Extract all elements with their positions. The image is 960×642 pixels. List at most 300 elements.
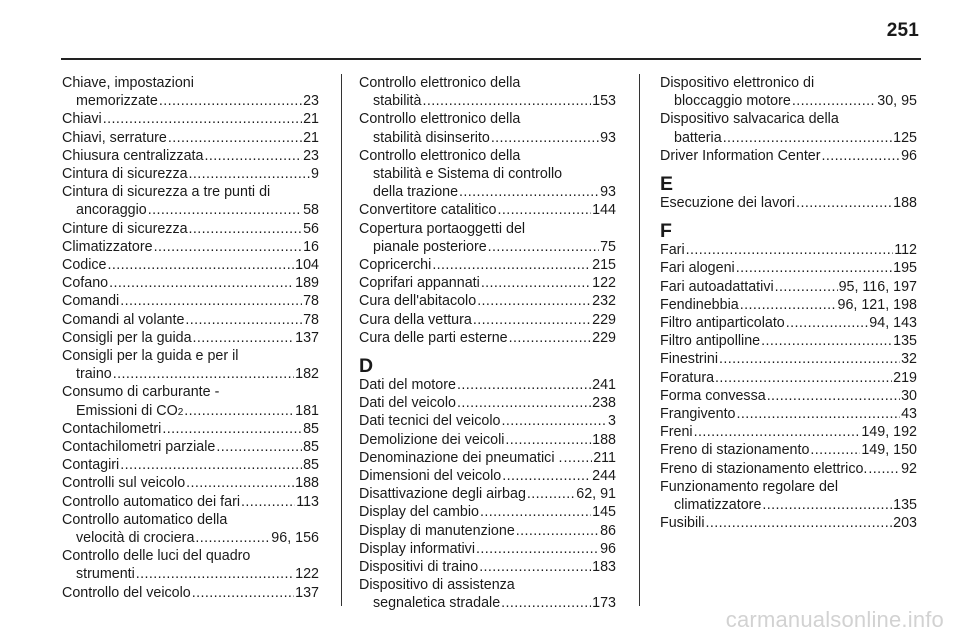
entry-line <box>359 201 616 219</box>
index-entry <box>62 511 319 547</box>
entry-page: 219 <box>893 369 917 386</box>
index-entry <box>62 129 319 147</box>
dot-leader <box>186 474 294 492</box>
index-entry <box>62 183 319 219</box>
entry-line <box>359 183 616 201</box>
entry-page: 16 <box>303 238 319 255</box>
entry-line <box>62 165 319 183</box>
entry-page: 3 <box>608 413 616 430</box>
entry-term: Controllo automatico della <box>62 511 228 528</box>
dot-leader <box>185 311 302 329</box>
entry-term: Denominazione dei pneumatici . <box>359 449 563 466</box>
dot-leader <box>457 394 591 412</box>
entry-term: velocità di crociera <box>76 530 195 547</box>
entry-term: Comandi al volante <box>62 311 185 328</box>
entry-page: 238 <box>592 395 616 412</box>
entry-term: Fendinebbia <box>660 296 739 313</box>
entry-line <box>62 565 319 583</box>
entry-line <box>62 129 319 147</box>
dot-leader <box>457 376 591 394</box>
dot-leader <box>216 438 302 456</box>
entry-term: Dispositivo elettronico di <box>660 75 815 91</box>
entry-line <box>359 274 616 292</box>
entry-page: 23 <box>303 93 319 110</box>
entry-page: 104 <box>295 257 319 274</box>
entry-line <box>660 129 917 147</box>
entry-term: stabilità <box>373 93 422 110</box>
index-entry <box>660 241 917 259</box>
index-entry <box>62 420 319 438</box>
entry-page: 211 <box>593 449 616 466</box>
entry-page: 122 <box>592 275 616 292</box>
index-entry <box>62 456 319 474</box>
entry-term: Funzionamento regolare del <box>660 478 839 495</box>
dot-leader <box>775 278 838 296</box>
entry-line <box>62 183 319 201</box>
entry-line <box>660 441 917 459</box>
dot-leader <box>686 241 894 259</box>
dot-leader <box>715 369 892 387</box>
entry-term: Foratura <box>660 369 715 386</box>
index-entry <box>359 394 616 412</box>
entry-term: Filtro antipolline <box>660 333 761 350</box>
entry-line <box>660 296 917 314</box>
index-entry <box>62 110 319 128</box>
index-entry <box>359 110 616 146</box>
index-entry <box>359 540 616 558</box>
entry-line <box>62 92 319 110</box>
entry-line <box>62 365 319 383</box>
entry-line <box>62 74 319 92</box>
entry-term: Chiave, impostazioni <box>62 75 194 91</box>
entry-page: 135 <box>893 333 917 350</box>
entry-term: Driver Information Center <box>660 147 821 164</box>
dot-leader <box>822 147 901 165</box>
entry-page: 93 <box>600 184 616 201</box>
dot-leader <box>509 329 592 347</box>
entry-term: Chiusura centralizzata <box>62 147 204 164</box>
entry-term: Cura della vettura <box>359 311 472 328</box>
entry-page: 85 <box>303 439 319 456</box>
dot-leader <box>422 92 591 110</box>
index-entry <box>660 387 917 405</box>
index-entry <box>62 547 319 583</box>
entry-page: 93 <box>600 129 616 146</box>
entry-term: della trazione <box>373 184 459 201</box>
entry-term: Emissioni di CO <box>76 402 178 419</box>
entry-page: 96, 121, 198 <box>837 296 917 313</box>
dot-leader <box>497 201 591 219</box>
entry-page: 229 <box>592 311 616 328</box>
entry-term: strumenti <box>76 566 135 583</box>
entry-term: Freno di stazionamento <box>660 442 810 459</box>
entry-line <box>62 256 319 274</box>
entry-line <box>660 460 917 478</box>
entry-line <box>359 92 616 110</box>
entry-term: batteria <box>674 129 722 146</box>
dot-leader <box>432 256 591 274</box>
entry-line <box>660 147 917 165</box>
entry-term: Chiavi, serrature <box>62 129 167 146</box>
index-entry <box>359 558 616 576</box>
entry-line <box>660 110 917 128</box>
entry-line <box>62 347 319 365</box>
entry-page: 30, 95 <box>877 93 917 110</box>
dot-leader <box>189 220 303 238</box>
entry-term: Display del cambio <box>359 504 479 521</box>
entry-term: Contachilometri parziale <box>62 439 216 456</box>
entry-page: 188 <box>592 431 616 448</box>
index-entry <box>660 194 917 212</box>
column-divider <box>341 74 342 606</box>
dot-leader <box>479 558 591 576</box>
dot-leader <box>113 365 294 383</box>
dot-leader <box>473 311 591 329</box>
entry-line <box>660 332 917 350</box>
entry-line <box>660 405 917 423</box>
entry-page: 30 <box>901 387 917 404</box>
entry-term: Cofano <box>62 275 109 292</box>
entry-page: 78 <box>303 293 319 310</box>
index-entry <box>660 423 917 441</box>
index-entry <box>359 431 616 449</box>
entry-line <box>62 383 319 401</box>
index-entry <box>660 441 917 459</box>
entry-line <box>660 369 917 387</box>
index-entry <box>62 383 319 419</box>
entry-term: stabilità e Sistema di controllo <box>373 166 563 183</box>
entry-line <box>660 350 917 368</box>
entry-page: 62, 91 <box>576 486 616 503</box>
entry-line <box>660 514 917 532</box>
entry-term: Chiavi <box>62 111 102 128</box>
entry-line <box>62 329 319 347</box>
entry-page: 144 <box>592 202 616 219</box>
dot-leader <box>694 423 861 441</box>
index-entry <box>660 74 917 110</box>
entry-page: 188 <box>295 475 319 492</box>
dot-leader <box>723 129 892 147</box>
dot-leader <box>162 420 302 438</box>
index-entry <box>62 256 319 274</box>
entry-line <box>359 412 616 430</box>
dot-leader <box>868 460 900 478</box>
index-entry <box>660 110 917 146</box>
entry-term: Fari alogeni <box>660 260 735 277</box>
dot-leader <box>563 449 592 467</box>
entry-term: Controllo elettronico della <box>359 75 521 91</box>
dot-leader <box>740 296 837 314</box>
entry-page: 125 <box>893 129 917 146</box>
entry-term: Controlli sul veicolo <box>62 475 186 492</box>
entry-page: 75 <box>600 238 616 255</box>
entry-page: 95, 116, 197 <box>838 278 917 295</box>
page-number: 251 <box>886 20 919 41</box>
entry-term: Demolizione dei veicoli <box>359 431 505 448</box>
entry-term: Cintura di sicurezza a tre punti di <box>62 184 271 201</box>
entry-page: 32 <box>901 351 917 368</box>
entry-page: 9 <box>311 166 319 183</box>
entry-page: 122 <box>295 566 319 583</box>
index-entry <box>660 478 917 514</box>
index-entry <box>62 292 319 310</box>
entry-page: 85 <box>303 420 319 437</box>
index-entry <box>660 514 917 532</box>
entry-page: 137 <box>295 584 319 601</box>
entry-line <box>62 511 319 529</box>
entry-line <box>62 292 319 310</box>
entry-line <box>359 540 616 558</box>
entry-line <box>660 496 917 514</box>
dot-leader <box>792 92 876 110</box>
entry-page: 135 <box>893 497 917 514</box>
index-column-2 <box>359 74 616 613</box>
entry-term: Contagiri <box>62 457 120 474</box>
entry-page: 232 <box>592 293 616 310</box>
entry-page: 195 <box>893 260 917 277</box>
entry-line <box>359 329 616 347</box>
index-entry <box>62 147 319 165</box>
entry-term: Finestrini <box>660 351 718 368</box>
entry-line <box>359 467 616 485</box>
index-entry <box>359 376 616 394</box>
index-entry <box>359 485 616 503</box>
entry-term: climatizzatore <box>674 497 762 514</box>
entry-page: 21 <box>303 129 319 146</box>
entry-line <box>359 129 616 147</box>
dot-leader <box>488 238 599 256</box>
entry-page: 189 <box>295 275 319 292</box>
entry-page: 58 <box>303 202 319 219</box>
entry-term: Copertura portaoggetti del <box>359 220 526 237</box>
index-entry <box>62 220 319 238</box>
dot-leader <box>154 238 303 256</box>
entry-term: Filtro antiparticolato <box>660 315 785 332</box>
index-entry <box>62 474 319 492</box>
entry-term: Controllo elettronico della <box>359 111 521 128</box>
dot-leader <box>481 274 591 292</box>
entry-line <box>359 110 616 128</box>
section-letter: F <box>660 220 672 243</box>
index-entry <box>359 256 616 274</box>
entry-page: 21 <box>303 111 319 128</box>
header-rule <box>61 58 921 60</box>
entry-term: Copricerchi <box>359 257 432 274</box>
entry-term: Contachilometri <box>62 420 162 437</box>
entry-line <box>62 110 319 128</box>
entry-term: Dispositivi di traino <box>359 559 479 576</box>
dot-leader <box>516 522 599 540</box>
index-entry <box>359 412 616 430</box>
dot-leader <box>204 147 302 165</box>
dot-leader <box>501 412 607 430</box>
entry-line <box>359 311 616 329</box>
index-entry <box>359 274 616 292</box>
dot-leader <box>109 274 294 292</box>
entry-page: 183 <box>592 559 616 576</box>
index-entry <box>660 147 917 165</box>
dot-leader <box>796 194 892 212</box>
entry-term: Dati del motore <box>359 377 456 394</box>
entry-term: stabilità disinserito <box>373 129 490 146</box>
entry-line <box>359 522 616 540</box>
entry-term: Cura dell'abitacolo <box>359 293 477 310</box>
section-letter: E <box>660 173 674 196</box>
dot-leader <box>189 165 311 183</box>
entry-term: Forma convessa <box>660 387 766 404</box>
entry-page: 137 <box>295 329 319 346</box>
dot-leader <box>737 405 901 423</box>
index-entry <box>359 449 616 467</box>
entry-term: Controllo delle luci del quadro <box>62 548 251 565</box>
dot-leader <box>501 594 591 612</box>
entry-line <box>62 529 319 547</box>
entry-line <box>62 474 319 492</box>
entry-line <box>359 594 616 612</box>
entry-term: Controllo elettronico della <box>359 147 521 164</box>
entry-line <box>62 201 319 219</box>
entry-line <box>62 147 319 165</box>
index-entry <box>359 220 616 256</box>
index-entry <box>660 369 917 387</box>
dot-leader <box>527 485 575 503</box>
entry-term: Display informativi <box>359 540 475 557</box>
index-entry <box>359 522 616 540</box>
dot-leader <box>786 314 869 332</box>
index-entry <box>62 238 319 256</box>
entry-page: 149, 150 <box>861 442 917 459</box>
entry-term: Cintura di sicurezza <box>62 166 188 183</box>
entry-line <box>359 165 616 183</box>
entry-line <box>62 274 319 292</box>
entry-term: Disattivazione degli airbag <box>359 486 526 503</box>
entry-page: 96, 156 <box>271 530 319 547</box>
index-entry <box>660 296 917 314</box>
entry-line <box>359 576 616 594</box>
entry-term: Fari <box>660 242 685 259</box>
entry-page: 43 <box>901 406 917 423</box>
entry-line <box>359 147 616 165</box>
entry-term: memorizzate <box>76 93 158 110</box>
dot-leader <box>195 529 270 547</box>
entry-line <box>660 194 917 212</box>
entry-term: Dati tecnici del veicolo <box>359 413 501 430</box>
index-entry <box>660 350 917 368</box>
entry-line <box>660 387 917 405</box>
entry-page: 56 <box>303 220 319 237</box>
entry-page: 241 <box>592 377 616 394</box>
index-entry <box>62 493 319 511</box>
entry-line <box>359 74 616 92</box>
entry-page: 203 <box>893 515 917 532</box>
index-entry <box>660 332 917 350</box>
entry-line <box>660 259 917 277</box>
entry-page: 23 <box>303 147 319 164</box>
entry-term: Dati del veicolo <box>359 395 456 412</box>
entry-line <box>660 478 917 496</box>
entry-term: segnaletica stradale <box>373 595 501 612</box>
dot-leader <box>491 129 599 147</box>
entry-term: Controllo del veicolo <box>62 584 191 601</box>
index-entry <box>359 201 616 219</box>
index-entry <box>359 576 616 612</box>
index-entry <box>660 314 917 332</box>
entry-line <box>359 220 616 238</box>
entry-term: Coprifari appannati <box>359 275 480 292</box>
entry-term: Freni <box>660 424 693 441</box>
entry-term: Display di manutenzione <box>359 522 515 539</box>
index-entry <box>62 74 319 110</box>
index-entry <box>660 259 917 277</box>
entry-line <box>62 547 319 565</box>
dot-leader <box>241 493 295 511</box>
entry-term: Consumo di carburante - <box>62 384 220 401</box>
entry-page: 94, 143 <box>869 315 917 332</box>
index-entry <box>359 467 616 485</box>
entry-line <box>660 314 917 332</box>
entry-line <box>660 241 917 259</box>
index-entry <box>359 147 616 202</box>
entry-page: 86 <box>600 522 616 539</box>
entry-line <box>62 438 319 456</box>
entry-page: 78 <box>303 311 319 328</box>
dot-leader <box>736 259 892 277</box>
entry-line <box>62 238 319 256</box>
dot-leader <box>184 402 294 420</box>
dot-leader <box>810 441 860 459</box>
index-column-3 <box>660 74 917 532</box>
dot-leader <box>505 431 591 449</box>
entry-line <box>359 394 616 412</box>
entry-line <box>660 74 917 92</box>
entry-line <box>359 292 616 310</box>
dot-leader <box>148 201 302 219</box>
entry-page: 229 <box>592 329 616 346</box>
entry-page: 173 <box>592 595 616 612</box>
index-column-1 <box>62 74 319 602</box>
dot-leader <box>459 183 599 201</box>
entry-line <box>660 423 917 441</box>
entry-line <box>359 449 616 467</box>
entry-term: Codice <box>62 257 107 274</box>
dot-leader <box>193 329 295 347</box>
dot-leader <box>761 332 892 350</box>
entry-page: 92 <box>901 460 917 477</box>
entry-line <box>359 431 616 449</box>
entry-line <box>359 238 616 256</box>
entry-term: Convertitore catalitico <box>359 202 497 219</box>
entry-term: Consigli per la guida <box>62 329 192 346</box>
entry-page: 153 <box>592 93 616 110</box>
index-entry <box>62 438 319 456</box>
index-entry <box>62 347 319 383</box>
entry-term: ancoraggio <box>76 202 147 219</box>
entry-term: Climatizzatore <box>62 238 153 255</box>
column-divider <box>639 74 640 606</box>
dot-leader <box>502 467 591 485</box>
entry-page: 113 <box>296 493 319 510</box>
entry-page: 145 <box>592 504 616 521</box>
dot-leader <box>719 350 900 368</box>
entry-line <box>359 376 616 394</box>
entry-term: pianale posteriore <box>373 238 487 255</box>
entry-page: 182 <box>295 366 319 383</box>
entry-line <box>62 420 319 438</box>
dot-leader <box>120 292 302 310</box>
entry-term: Frangivento <box>660 406 736 423</box>
entry-page: 181 <box>295 402 319 419</box>
entry-line <box>62 220 319 238</box>
